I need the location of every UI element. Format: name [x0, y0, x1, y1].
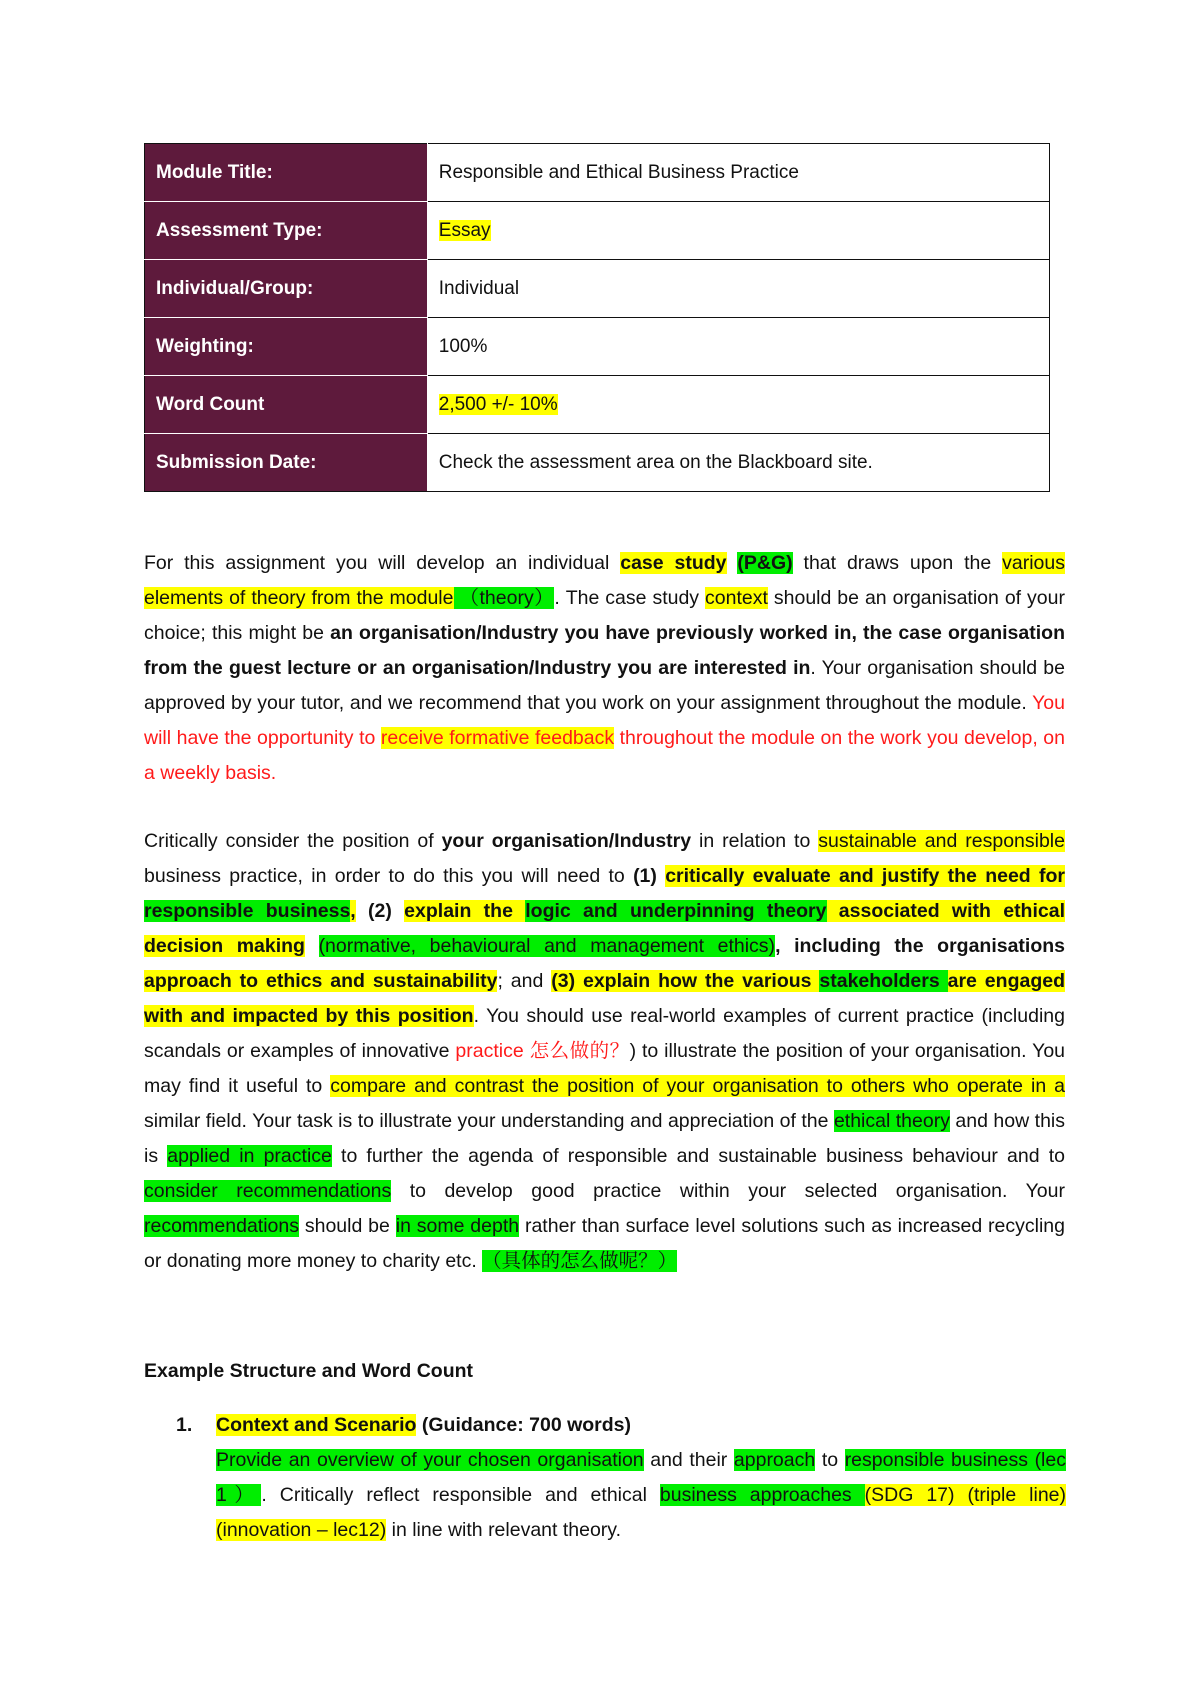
info-label: Module Title:: [145, 144, 428, 202]
info-label: Assessment Type:: [145, 202, 428, 260]
info-row: [145, 376, 1050, 434]
text-run: （theory）: [453, 587, 555, 609]
text-run: (normative, behavioural and management ethics): [318, 935, 776, 957]
text-run: . Your organisation should be approved by your tutor, and we recommend that you work on your assignment throughout the module.: [144, 657, 1066, 714]
text-run: Critically consider the position of: [144, 830, 442, 852]
structure-list-item-1: [176, 1408, 1066, 1548]
text-run: (Guidance: 700 words): [416, 1414, 632, 1436]
text-run: approach to ethics and sustainability: [144, 970, 498, 992]
info-row: [145, 434, 1050, 492]
text-run: For this assignment you will develop an individual: [144, 552, 621, 574]
info-row: [145, 202, 1050, 260]
module-info-table: [144, 143, 1050, 492]
text-run: ,: [350, 900, 356, 922]
text-run: (1): [633, 865, 666, 887]
info-value: [427, 376, 1049, 434]
text-run: practice 怎么做的？: [455, 1040, 630, 1062]
text-run: compare and contrast the position of your organisation to others who operate in a: [330, 1075, 1066, 1097]
info-value-text: 100%: [438, 335, 488, 357]
text-run: context: [705, 587, 768, 609]
text-run: You will have the opportunity to: [144, 692, 1065, 749]
text-run: should be: [299, 1215, 396, 1237]
text-run: ; and: [497, 970, 552, 992]
text-run: (SDG 17) (triple line) (innovation – lec12): [216, 1484, 1067, 1541]
text-run: stakeholders: [819, 970, 948, 992]
info-value: [427, 318, 1049, 376]
info-label: Weighting:: [145, 318, 428, 376]
text-run: ) to illustrate the position of your organisation. You may find it useful to: [144, 1040, 1066, 1097]
text-run: are engaged with and impacted by this position: [144, 970, 1065, 1027]
assignment-overview-paragraph: [144, 546, 1065, 791]
text-run: sustainable and responsible: [818, 830, 1065, 852]
text-run: consider recommendations: [144, 1180, 392, 1202]
info-label: Word Count: [145, 376, 428, 434]
text-run: [727, 552, 738, 574]
text-run: your organisation/Industry: [441, 830, 692, 852]
structure-heading: Example Structure and Word Count: [144, 1360, 474, 1382]
text-run: ethical theory: [833, 1110, 950, 1132]
text-run: . The case study: [554, 587, 706, 609]
assignment-task-paragraph: [144, 824, 1065, 1279]
info-value: [427, 144, 1049, 202]
text-run: [305, 935, 319, 957]
text-run: explain the: [404, 900, 526, 922]
text-run: to further the agenda of responsible and sustainable business behaviour and to: [331, 1145, 1065, 1167]
text-run: to: [815, 1449, 845, 1471]
list-item-body: [216, 1449, 1066, 1541]
text-run: and their: [643, 1449, 734, 1471]
list-number: 1.: [176, 1414, 193, 1436]
text-run: rather than surface level solutions such as increased recycling or donating more money to charity etc.: [144, 1215, 1066, 1272]
text-run: ,: [775, 935, 781, 957]
text-run: . Critically reflect responsible and ethical: [261, 1484, 660, 1506]
list-item-title: [216, 1408, 1066, 1443]
info-value-text: Check the assessment area on the Blackboard site.: [438, 451, 873, 473]
text-run: approach: [733, 1449, 816, 1471]
info-value-text: Individual: [438, 277, 520, 299]
text-run: in line with relevant theory.: [386, 1519, 622, 1541]
text-run: . You should use real-world examples of current practice (including scandals or examples of innovative: [144, 1005, 1065, 1062]
info-row: [145, 318, 1050, 376]
text-run: business approaches: [659, 1484, 865, 1506]
text-run: applied in practice: [167, 1145, 332, 1167]
text-run: (2): [355, 900, 405, 922]
info-value: [427, 202, 1049, 260]
text-run: should be an organisation of your choice; this might be: [144, 587, 1065, 644]
text-run: to develop good practice within your selected organisation. Your: [391, 1180, 1065, 1202]
list-item-text: [216, 1408, 1066, 1548]
text-run: in relation to: [691, 830, 819, 852]
text-run: that draws upon the: [792, 552, 1003, 574]
text-run: responsible business: [144, 900, 351, 922]
text-run: receive formative feedback: [380, 727, 615, 749]
info-label: Submission Date:: [145, 434, 428, 492]
info-value-text: 2,500 +/- 10%: [438, 393, 558, 415]
text-run: recommendations: [144, 1215, 299, 1237]
text-run: business practice, in order to do this you will need to: [144, 865, 634, 887]
info-value: [427, 260, 1049, 318]
text-run: an organisation/Industry you have previously worked in, the case organisation from the guest lecture or an organisation/Industry you are interested in: [144, 622, 1065, 679]
text-run: associated with ethical decision making: [144, 900, 1065, 957]
text-run: Context and Scenario: [216, 1414, 417, 1436]
text-run: （具体的怎么做呢？）: [482, 1250, 678, 1272]
info-row: [145, 260, 1050, 318]
info-value-text: Responsible and Ethical Business Practice: [438, 161, 799, 183]
text-run: including the organisations: [780, 935, 1066, 957]
text-run: and how this is: [144, 1110, 1065, 1167]
text-run: throughout the module on the work you develop, on a weekly basis.: [144, 727, 1065, 784]
text-run: (P&G): [737, 552, 793, 574]
text-run: in some depth: [395, 1215, 520, 1237]
text-run: critically evaluate and justify the need for: [665, 865, 1065, 887]
text-run: responsible business (lec 1）: [216, 1449, 1066, 1506]
text-run: various elements of theory from the module: [144, 552, 1065, 609]
text-run: similar field. Your task is to illustrate your understanding and appreciation of the: [144, 1110, 834, 1132]
text-run: Provide an overview of your chosen organisation: [216, 1449, 644, 1471]
info-value: [427, 434, 1049, 492]
info-label: Individual/Group:: [145, 260, 428, 318]
text-run: case study: [620, 552, 727, 574]
info-value-text: Essay: [438, 219, 491, 241]
info-row: [145, 144, 1050, 202]
text-run: (3) explain how the various: [551, 970, 820, 992]
text-run: logic and underpinning theory: [525, 900, 827, 922]
